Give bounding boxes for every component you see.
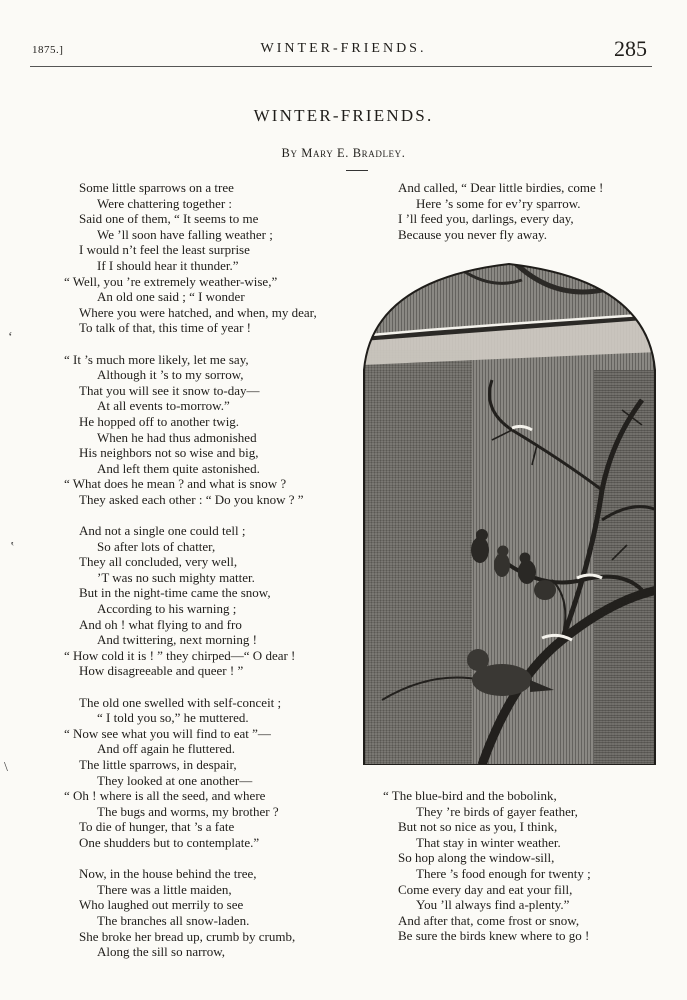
issue-date: 1875.]: [32, 44, 64, 56]
margin-mark: ‛: [10, 540, 15, 555]
poem-line: An old one said ; “ I wonder: [97, 289, 245, 305]
poem-line: Said one of them, “ It seems to me: [79, 211, 259, 227]
poem-line: Although it ’s to my sorrow,: [97, 367, 244, 383]
poem-line: Because you never fly away.: [398, 226, 547, 242]
poem-line: They all concluded, very well,: [79, 554, 238, 570]
poem-line: “ I told you so,” he muttered.: [97, 710, 249, 726]
poem-line: When he had thus admonished: [97, 429, 257, 445]
poem-line: That stay in winter weather.: [416, 834, 561, 850]
poem-line: At all events to-morrow.”: [97, 398, 230, 414]
poem-line: We ’ll soon have falling weather ;: [97, 226, 273, 242]
poem-line: “ The blue-bird and the bobolink,: [383, 788, 557, 803]
poem-line: So hop along the window-sill,: [398, 850, 555, 866]
poem-title: WINTER-FRIENDS.: [253, 106, 434, 125]
poem-line: And oh ! what flying to and fro: [79, 616, 242, 632]
poem-line: They asked each other : “ Do you know ? ”: [79, 491, 304, 507]
poem-line: To die of hunger, that ’s a fate: [79, 819, 235, 835]
margin-mark: ‘: [8, 330, 13, 345]
poem-line: The little sparrows, in despair,: [79, 756, 237, 772]
byline: [0, 146, 687, 161]
poem-line: “ Now see what you will find to eat ”—: [64, 725, 271, 741]
poem-line: And off again he fluttered.: [97, 741, 236, 757]
poem-line: How disagreeable and queer ! ”: [79, 663, 244, 679]
poem-line: Now, in the house behind the tree,: [79, 866, 257, 882]
poem-line: His neighbors not so wise and big,: [79, 445, 259, 461]
poem-line: “ It ’s much more likely, let me say,: [64, 351, 249, 367]
title-rule: [346, 170, 368, 171]
poem-line: I would n’t feel the least surprise: [79, 242, 250, 258]
stanza-break: [79, 336, 369, 352]
page-number: 285: [614, 36, 647, 61]
poem-line: He hopped off to another twig.: [79, 413, 240, 429]
poem-line: “ What does he mean ? and what is snow ?: [64, 476, 287, 492]
sparrows-illustration: [362, 260, 657, 765]
poem-line: Be sure the birds knew where to go !: [398, 928, 590, 944]
poem-line: And not a single one could tell ;: [79, 523, 246, 539]
poem-right-column-bottom: [383, 788, 658, 944]
poem-line: “ How cold it is ! ” they chirped—“ O dear !: [64, 647, 296, 663]
poem-line: The old one swelled with self-conceit ;: [79, 694, 282, 710]
poem-line: She broke her bread up, crumb by crumb,: [79, 928, 296, 944]
poem-line: The bugs and worms, my brother ?: [97, 803, 279, 819]
poem-line: There ’s food enough for twenty ;: [416, 865, 591, 881]
byline-text: By Mary E. Bradley.: [281, 146, 406, 160]
stanza-break: [79, 507, 369, 523]
poem-line: They ’re birds of gayer feather,: [416, 803, 578, 819]
poem-line: Come every day and eat your fill,: [398, 881, 573, 897]
poem-line: And called, “ Dear little birdies, come !: [398, 180, 604, 195]
margin-mark: \: [4, 760, 8, 775]
poem-line: Who laughed out merrily to see: [79, 897, 244, 913]
poem-line: Here ’s some for ev’ry sparrow.: [416, 195, 581, 211]
poem-line: You ’ll always find a-plenty.”: [416, 897, 570, 913]
poem-line: The branches all snow-laden.: [97, 912, 250, 928]
poem-line: But not so nice as you, I think,: [398, 819, 558, 835]
poem-line: They looked at one another—: [97, 772, 253, 788]
poem-line: ’T was no such mighty matter.: [97, 569, 255, 585]
poem-line: There was a little maiden,: [97, 881, 232, 897]
poem-line: And twittering, next morning !: [97, 632, 257, 648]
poem-line: Where you were hatched, and when, my dear,: [79, 304, 317, 320]
poem-line: Along the sill so narrow,: [97, 944, 226, 960]
poem-line: And after that, come frost or snow,: [398, 912, 580, 928]
poem-line: But in the night-time came the snow,: [79, 585, 271, 601]
poem-left-column: [64, 180, 369, 960]
poem-line: If I should hear it thunder.”: [97, 257, 239, 273]
poem-line: I ’ll feed you, darlings, every day,: [398, 211, 574, 227]
poem-line: “ Oh ! where is all the seed, and where: [64, 788, 266, 804]
poem-line: That you will see it snow to-day—: [79, 382, 260, 398]
poem-line: “ Well, you ’re extremely weather-wise,”: [64, 273, 278, 289]
poem-line: And left them quite astonished.: [97, 460, 260, 476]
poem-line: Some little sparrows on a tree: [79, 180, 234, 195]
header-rule: [30, 66, 652, 67]
stanza-break: [79, 679, 369, 695]
running-header: [0, 38, 687, 62]
poem-line: To talk of that, this time of year !: [79, 320, 252, 336]
running-title: WINTER-FRIENDS.: [260, 41, 427, 56]
poem-line: So after lots of chatter,: [97, 538, 216, 554]
poem-line: One shudders but to contemplate.”: [79, 834, 260, 850]
poem-line: Were chattering together :: [97, 195, 233, 211]
stanza-break: [79, 851, 369, 867]
poem-right-column-top: [398, 180, 658, 242]
poem-line: According to his warning ;: [97, 601, 237, 617]
